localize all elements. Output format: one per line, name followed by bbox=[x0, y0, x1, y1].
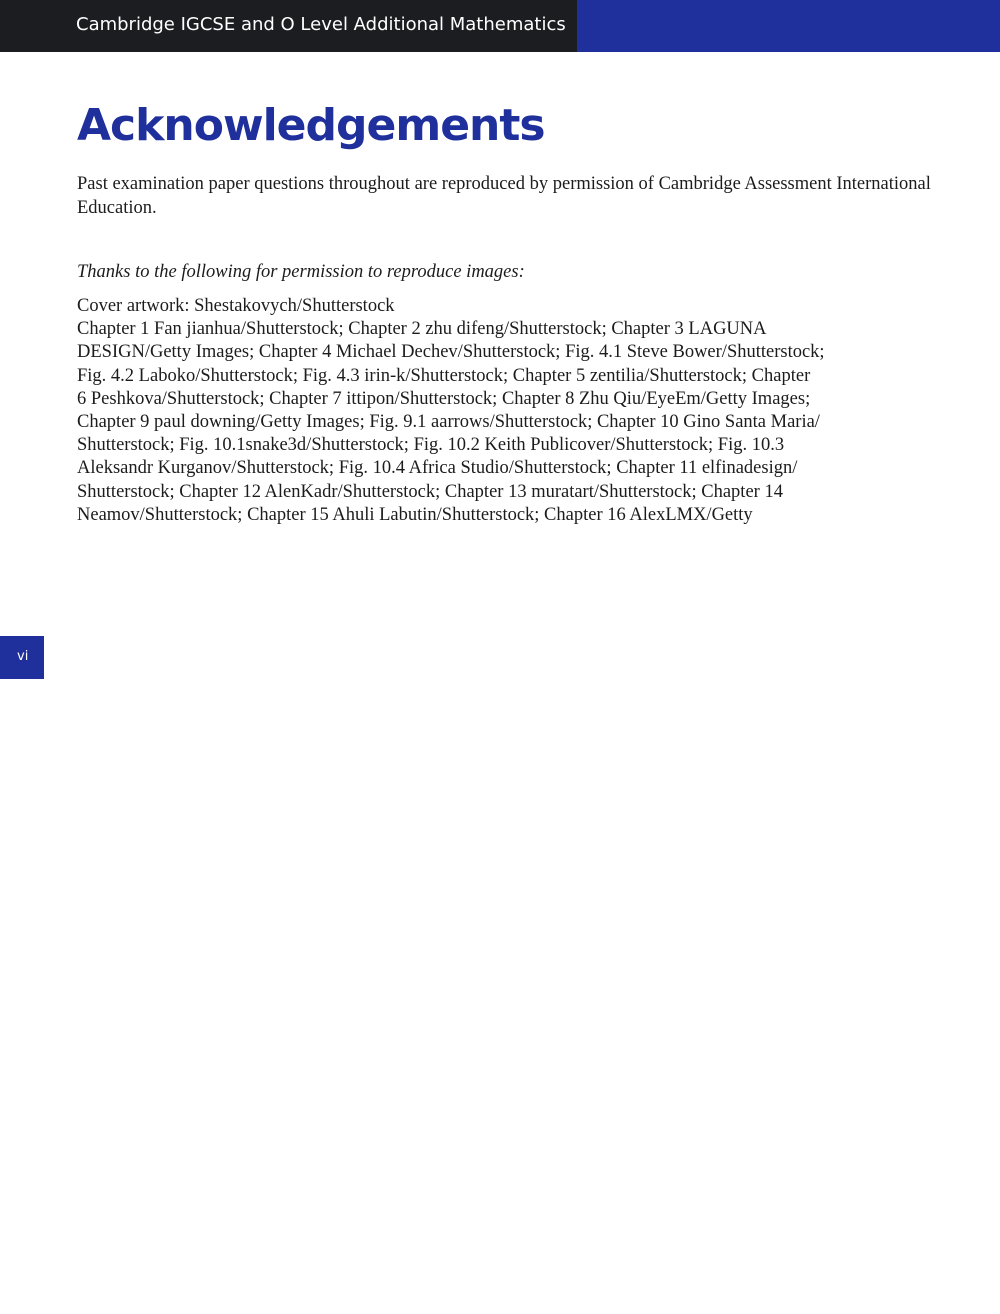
credit-line: Shutterstock; Chapter 12 AlenKadr/Shutterstock; Chapter 13 muratart/Shutterstock; Chapter 14 bbox=[77, 481, 783, 502]
credit-line: Neamov/Shutterstock; Chapter 15 Ahuli Labutin/Shutterstock; Chapter 16 AlexLMX/Getty bbox=[77, 504, 753, 525]
credit-line: 6 Peshkova/Shutterstock; Chapter 7 ittipon/Shutterstock; Chapter 8 Zhu Qiu/EyeEm/Getty Images; bbox=[77, 388, 811, 409]
page-title: Acknowledgements bbox=[77, 100, 545, 151]
credit-line: Chapter 9 paul downing/Getty Images; Fig. 9.1 aarrows/Shutterstock; Chapter 10 Gino Santa Maria/ bbox=[77, 412, 820, 433]
page-number: vi bbox=[17, 649, 29, 664]
credits-block bbox=[77, 295, 977, 527]
header-bar bbox=[0, 0, 1000, 52]
page-number-tab bbox=[0, 636, 44, 679]
credit-line: Aleksandr Kurganov/Shutterstock; Fig. 10.4 Africa Studio/Shutterstock; Chapter 11 elfinadesign/ bbox=[77, 458, 798, 479]
credit-line: Shutterstock; Fig. 10.1snake3d/Shutterstock; Fig. 10.2 Keith Publicover/Shutterstock; Fig. 10.3 bbox=[77, 435, 785, 456]
header-blue-band bbox=[577, 0, 1000, 52]
intro-paragraph: Past examination paper questions throughout are reproduced by permission of Cambridge Assessment International Education. bbox=[77, 174, 931, 218]
thanks-heading: Thanks to the following for permission to reproduce images: bbox=[77, 262, 525, 282]
book-title: Cambridge IGCSE and O Level Additional Mathematics bbox=[76, 14, 566, 35]
credit-line: Chapter 1 Fan jianhua/Shutterstock; Chapter 2 zhu difeng/Shutterstock; Chapter 3 LAGUNA bbox=[77, 319, 767, 340]
credit-line: Cover artwork: Shestakovych/Shutterstock bbox=[77, 296, 395, 316]
credit-line: DESIGN/Getty Images; Chapter 4 Michael Dechev/Shutterstock; Fig. 4.1 Steve Bower/Shutterstock; bbox=[77, 342, 825, 363]
credit-line: Fig. 4.2 Laboko/Shutterstock; Fig. 4.3 irin-k/Shutterstock; Chapter 5 zentilia/Shutterstock; Chapter bbox=[77, 365, 811, 386]
